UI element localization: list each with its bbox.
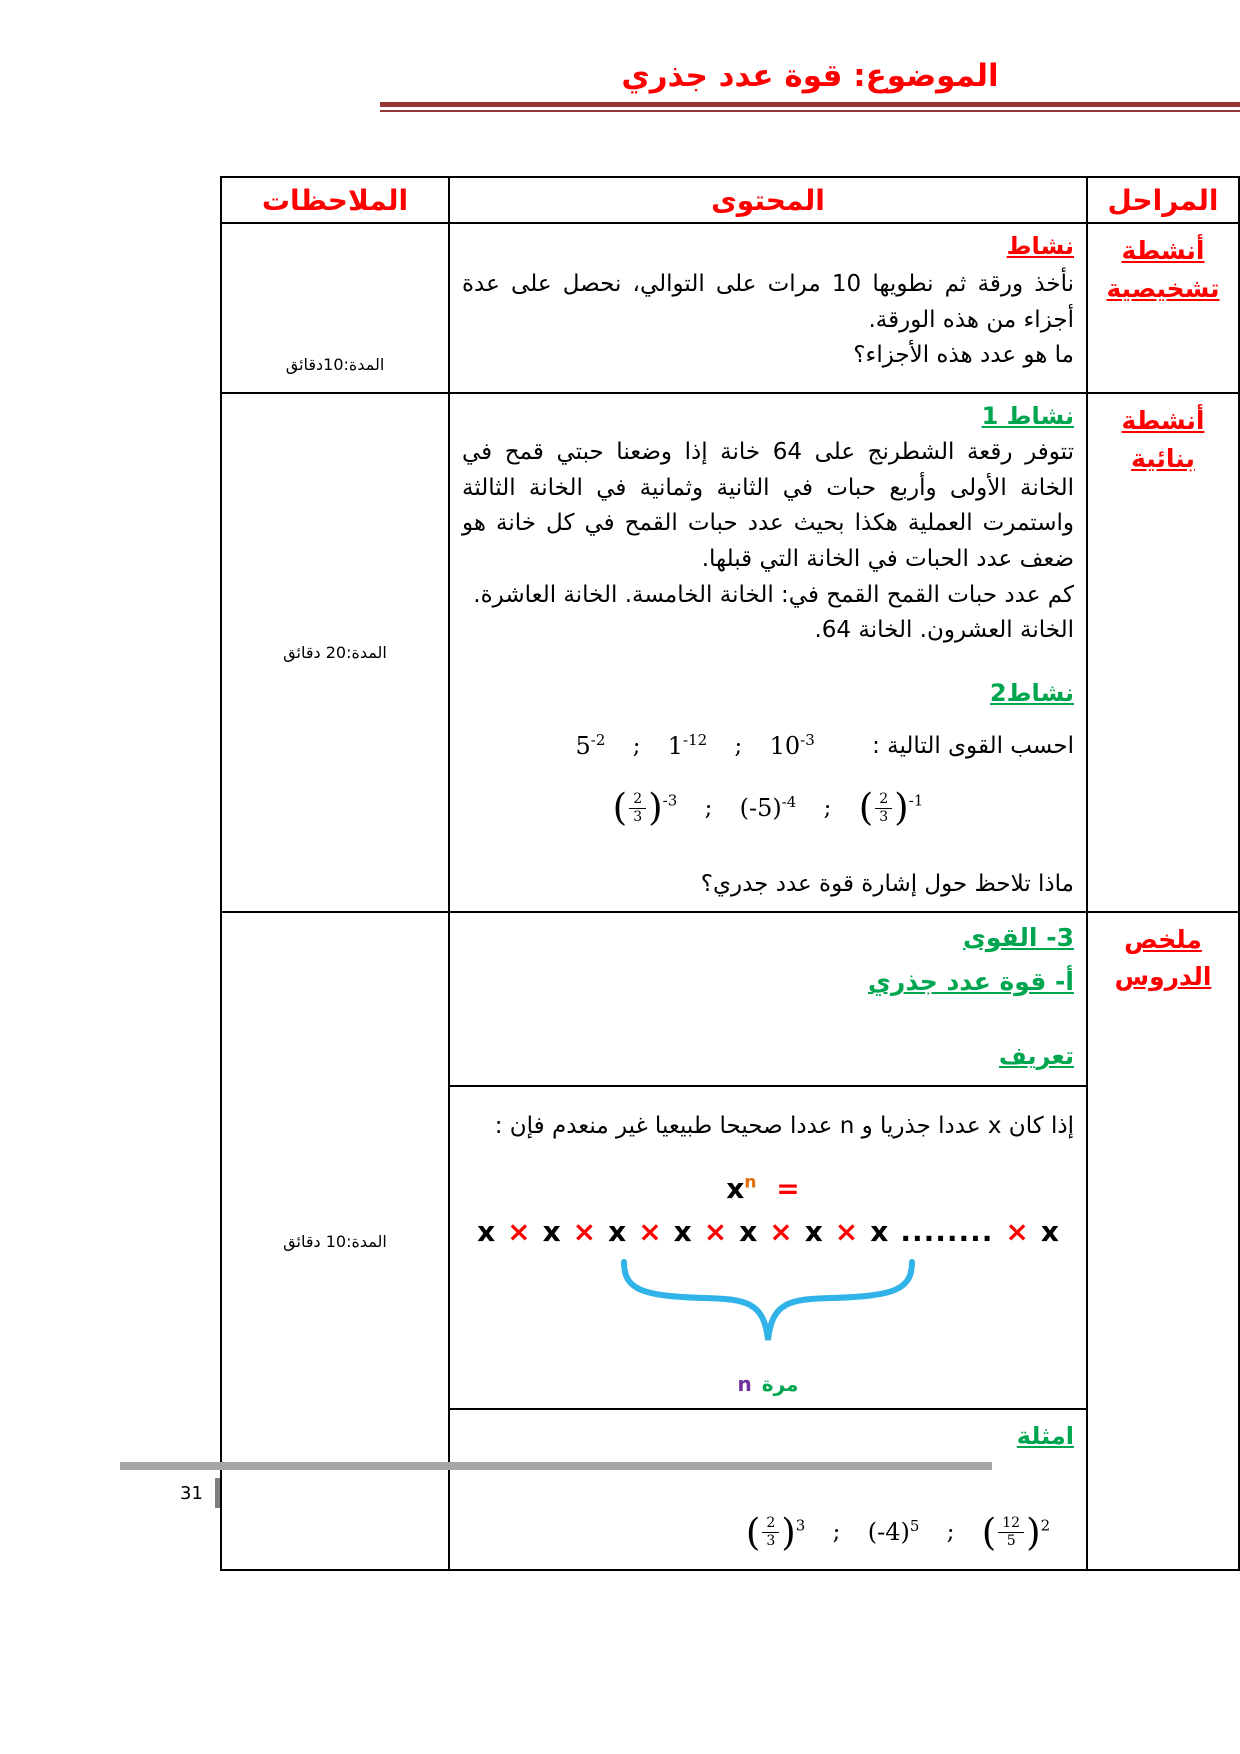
footer-rule: [120, 1462, 992, 1470]
fraction-denominator: 3: [633, 808, 643, 825]
power-expression: [746, 1504, 806, 1562]
summary-headings-section: [450, 913, 1086, 1086]
separator: ;: [734, 733, 743, 760]
activity2-question: ماذا تلاحظ حول إشارة قوة عدد جدري؟: [700, 871, 1074, 898]
power-expression: [613, 779, 678, 837]
power-exponent: -12: [683, 731, 708, 750]
fraction-denominator: 3: [766, 1532, 776, 1549]
power-exponent: -1: [908, 791, 924, 810]
powers-exercise-line2: [462, 779, 1074, 837]
power-exponent: -4: [781, 792, 797, 811]
title-double-rule: [380, 102, 1240, 112]
separator: ;: [823, 794, 832, 821]
repetition-count-label: [462, 1369, 1074, 1400]
power-expression: [770, 728, 815, 765]
table-header-row: [221, 177, 1239, 223]
examples-math-line: [462, 1504, 1074, 1562]
x-variable: x: [804, 1215, 823, 1249]
power-base: (-5): [739, 793, 782, 822]
fraction-numerator: ( 12: [998, 1515, 1024, 1533]
fraction: [998, 1515, 1024, 1550]
stage-label-summary: ملخص الدروس: [1114, 924, 1212, 992]
content-cell-building: [449, 393, 1087, 912]
x-variable: x: [870, 1215, 889, 1249]
activity-text: نأخذ ورقة ثم نطويها 10 مرات على التوالي، نحصل على عدة أجزاء من هذه الورقة.: [462, 271, 1074, 333]
power-expansion-chain: [471, 1215, 1065, 1248]
footer-separator-bar: [215, 1478, 220, 1508]
underbrace-icon: [618, 1256, 918, 1352]
multiply-sign: ×: [638, 1215, 662, 1249]
formula-exponent: n: [744, 1172, 757, 1193]
power-exponent: -3: [662, 791, 678, 810]
power-expression: [575, 728, 605, 765]
stage-label-building: أنشطة بنائية: [1121, 406, 1205, 473]
column-header-content: المحتوى: [449, 177, 1087, 223]
power-base: 10: [769, 732, 801, 761]
section-heading: 3- القوى: [962, 922, 1074, 952]
note-cell-diagnostic: [221, 223, 449, 393]
multiply-sign: ×: [507, 1215, 531, 1249]
activity1-question: كم عدد حبات القمح القمح في: الخانة الخامسة. الخانة العاشرة. الخانة العشرون. الخانة 64.: [473, 581, 1074, 644]
subsection-heading: أ- قوة عدد جذري: [868, 967, 1074, 997]
power-expression: [740, 790, 797, 827]
powers-exercise-line1: [462, 728, 1074, 765]
title-rule-thin: [380, 110, 1240, 112]
definition-text: إذا كان x عددا جذريا و n عددا صحيحا طبيعيا غير منعدم فإن :: [494, 1113, 1074, 1140]
examples-expressions: [730, 1504, 1066, 1562]
x-variable: x: [542, 1215, 561, 1249]
stage-cell-diagnostic: [1087, 223, 1239, 393]
power-base: 1: [667, 732, 684, 761]
power-exponent: -2: [590, 731, 606, 750]
fraction-numerator: ( 2: [762, 1515, 779, 1533]
x-variable: x: [608, 1215, 627, 1249]
underbrace-container: [462, 1256, 1074, 1364]
x-variable: x: [477, 1215, 496, 1249]
activity-heading: نشاط: [1006, 232, 1074, 260]
multiply-sign: ×: [834, 1215, 859, 1249]
footer-page-number-area: [120, 1478, 992, 1508]
x-variable: x: [1040, 1215, 1059, 1249]
document-header: [380, 0, 1240, 112]
fraction-denominator: 3: [879, 808, 889, 825]
definition-heading: تعريف: [998, 1042, 1074, 1071]
stage-cell-summary: [1087, 912, 1239, 1571]
formula-base: x: [726, 1172, 745, 1206]
fraction: [875, 791, 892, 826]
table-row-building: [221, 393, 1239, 912]
stage-cell-building: [1087, 393, 1239, 912]
fraction-denominator: 5: [1006, 1532, 1016, 1549]
column-header-notes: الملاحظات: [221, 177, 449, 223]
power-exponent: -3: [800, 731, 815, 750]
x-variable: x: [673, 1215, 692, 1249]
fraction-group: [982, 1504, 1041, 1562]
table-row-diagnostic: [221, 223, 1239, 393]
fraction-numerator: ( 2: [875, 791, 892, 809]
power-expression: [668, 728, 707, 765]
fraction-numerator: ( 2: [629, 791, 646, 809]
page-title: الموضوع: قوة عدد جذري: [621, 58, 999, 94]
page-number: 31: [180, 1482, 203, 1504]
multiply-sign: ×: [703, 1215, 728, 1249]
activity1-text: تتوفر رقعة الشطرنج على 64 خانة إذا وضعنا حبتي قمح في الخانة الأولى وأربع حبات في الثانية وثمانية في الخانة الثالثة واستمرت العملية هكذا بحيث عدد حبات القمح في كل خانة هو ضعف عدد الحبات في الخانة التي قبلها.: [462, 439, 1074, 573]
duration-note: المدة:10دقائق: [285, 355, 385, 374]
examples-heading: امثلة: [1016, 1422, 1074, 1451]
power-expression: [868, 1514, 920, 1551]
multiply-sign: ×: [572, 1215, 597, 1249]
document-footer: [120, 1462, 992, 1508]
separator: ;: [704, 794, 713, 821]
separator: ;: [632, 733, 641, 760]
note-cell-building: [221, 393, 449, 912]
column-header-stages: المراحل: [1087, 177, 1239, 223]
activity1-heading: نشاط 1: [981, 402, 1074, 430]
power-exponent: 3: [795, 1515, 806, 1534]
duration-note: المدة:10 دقائق: [283, 1231, 387, 1251]
fraction-group: [746, 1504, 796, 1562]
activity-question: ما هو عدد هذه الأجزاء؟: [853, 342, 1074, 369]
lesson-plan-table: [220, 176, 1240, 1571]
content-cell-diagnostic: [449, 223, 1087, 393]
power-base: (-4): [867, 1517, 910, 1546]
fraction-group: [859, 779, 909, 837]
power-base: 5: [575, 732, 591, 761]
fraction: [762, 1515, 779, 1550]
fraction: [629, 791, 646, 826]
duration-note: المدة:20 دقائق: [283, 642, 387, 662]
power-exponent: 2: [1040, 1515, 1051, 1534]
power-exponent: 5: [909, 1516, 920, 1535]
power-expression: [982, 1504, 1050, 1562]
x-variable: x: [739, 1215, 758, 1249]
definition-section: [450, 1085, 1086, 1408]
multiply-sign: ×: [769, 1215, 793, 1249]
power-expression: [859, 779, 924, 837]
activity2-heading: نشاط2: [989, 679, 1074, 708]
fraction-group: [613, 779, 663, 837]
times-word: مرة: [761, 1372, 799, 1397]
equals-sign: =: [776, 1172, 800, 1206]
separator: ;: [832, 1518, 841, 1545]
title-rule-thick: [380, 102, 1240, 107]
ellipsis: ........: [900, 1215, 994, 1249]
count-variable: n: [737, 1372, 752, 1397]
power-formula: [462, 1167, 1074, 1254]
separator: ;: [946, 1518, 955, 1545]
stage-label-diagnostic: أنشطة تشخيصية: [1106, 236, 1220, 303]
powers-instruction-label: احسب القوى التالية :: [872, 733, 1074, 760]
multiply-sign: ×: [1005, 1215, 1029, 1249]
